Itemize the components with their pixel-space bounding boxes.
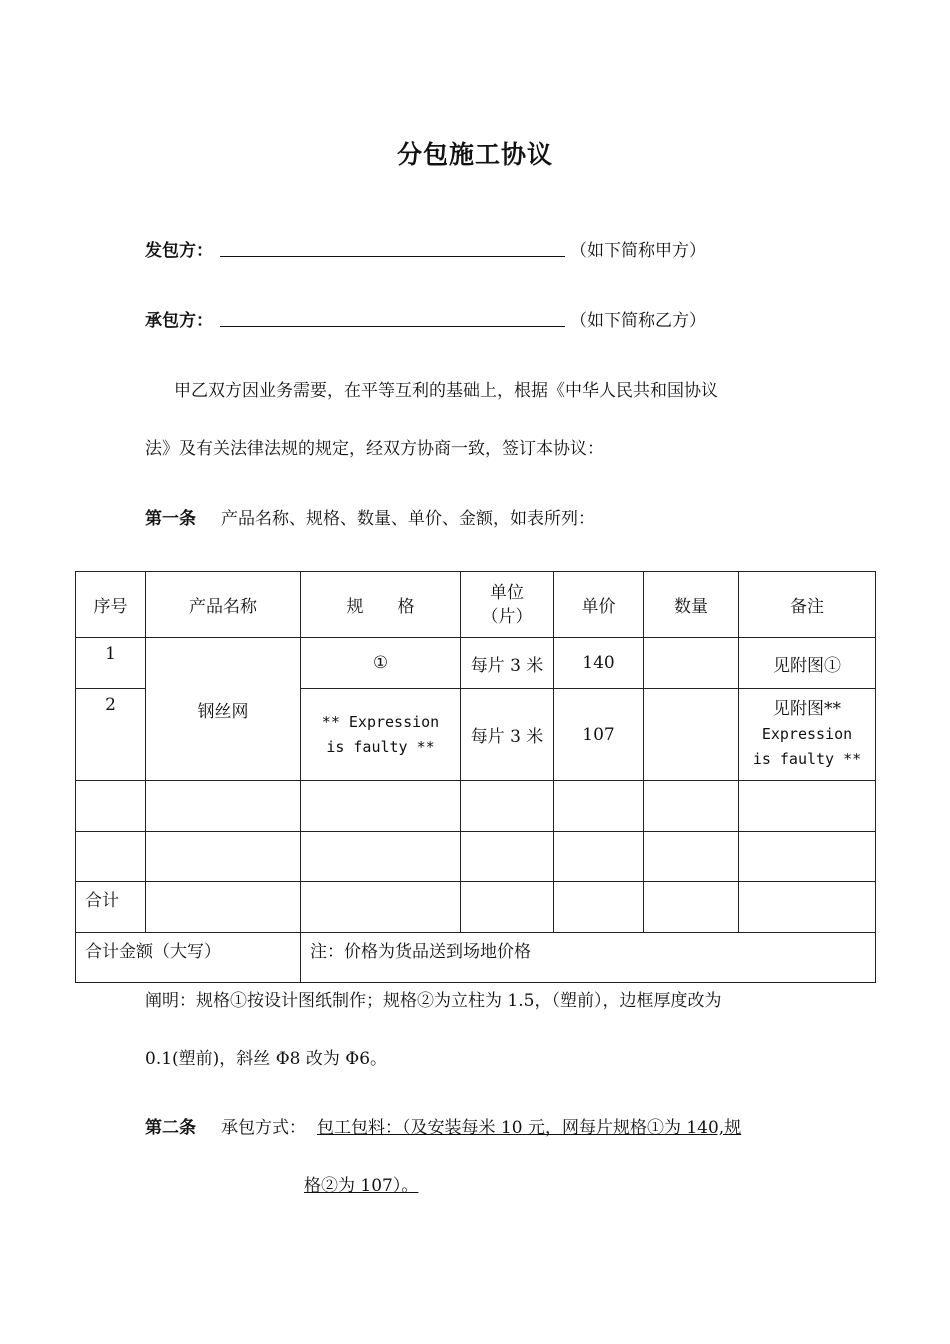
empty-cell[interactable]	[739, 832, 876, 882]
header-product: 产品名称	[146, 572, 301, 638]
party-b-note: （如下简称乙方）	[570, 311, 706, 331]
empty-cell[interactable]	[644, 832, 739, 882]
empty-cell[interactable]	[301, 832, 461, 882]
spec-table	[75, 571, 876, 983]
row-2-remark-line-3: is faulty **	[752, 750, 862, 768]
article-2-heading: 第二条	[145, 1118, 196, 1138]
row-2-spec	[301, 689, 461, 781]
party-a-note: （如下简称甲方）	[570, 241, 706, 261]
empty-cell[interactable]	[644, 882, 739, 933]
empty-cell[interactable]	[461, 882, 554, 933]
page-title: 分包施工协议	[396, 140, 553, 169]
empty-cell[interactable]	[554, 882, 644, 933]
header-unit-line-2: （片）	[481, 606, 533, 627]
empty-cell[interactable]	[76, 832, 146, 882]
empty-cell[interactable]	[146, 882, 301, 933]
header-no: 序号	[76, 572, 146, 638]
article-2-label: 承包方式：	[221, 1118, 306, 1138]
empty-cell[interactable]	[554, 832, 644, 882]
table-row	[76, 638, 876, 689]
table-row-empty	[76, 832, 876, 882]
empty-cell[interactable]	[461, 781, 554, 832]
empty-cell[interactable]	[146, 781, 301, 832]
intro-line-1: 甲乙双方因业务需要，在平等互利的基础上，根据《中华人民共和国协议	[174, 381, 718, 401]
row-1-no: 1	[76, 638, 146, 689]
party-a-label: 发包方：	[145, 241, 213, 261]
empty-cell[interactable]	[301, 882, 461, 933]
row-1-unit: 每片 3 米	[461, 638, 554, 689]
header-remark: 备注	[739, 572, 876, 638]
empty-cell[interactable]	[739, 781, 876, 832]
header-price: 单价	[554, 572, 644, 638]
row-2-unit: 每片 3 米	[461, 689, 554, 781]
party-a-blank[interactable]	[220, 256, 565, 257]
table-amount-row	[76, 933, 876, 983]
header-unit	[461, 572, 554, 638]
article-1-text: 产品名称、规格、数量、单价、金额，如表所列：	[221, 509, 595, 529]
row-2-spec-line-2: is faulty **	[326, 737, 435, 756]
party-b-label: 承包方：	[145, 311, 213, 331]
empty-cell[interactable]	[644, 781, 739, 832]
party-b-blank[interactable]	[220, 326, 565, 327]
row-2-remark-line-2: Expression	[761, 725, 853, 743]
header-unit-line-1: 单位	[490, 582, 524, 603]
empty-cell[interactable]	[554, 781, 644, 832]
total-label: 合计	[76, 882, 146, 933]
row-2-price: 107	[554, 689, 644, 781]
amount-label: 合计金额（大写）	[76, 933, 301, 983]
row-product: 钢丝网	[146, 638, 301, 781]
intro-line-2: 法》及有关法律法规的规定，经双方协商一致，签订本协议：	[145, 439, 604, 459]
row-2-remark-line-1: 见附图**	[773, 699, 841, 719]
row-1-qty	[644, 638, 739, 689]
table-header-row	[76, 572, 876, 638]
empty-cell[interactable]	[76, 781, 146, 832]
explain-line-2: 0.1(塑前)，斜丝 Φ8 改为 Φ6。	[145, 1049, 388, 1069]
row-2-no: 2	[76, 689, 146, 781]
table-total-row	[76, 882, 876, 933]
article-1-heading: 第一条	[145, 509, 196, 529]
table-row-empty	[76, 781, 876, 832]
row-2-qty	[644, 689, 739, 781]
row-2-spec-line-1: ** Expression	[321, 712, 440, 731]
article-2-line-2: 格②为 107）。	[304, 1176, 419, 1196]
empty-cell[interactable]	[301, 781, 461, 832]
header-qty: 数量	[644, 572, 739, 638]
explain-line-1: 阐明：规格①按设计图纸制作；规格②为立柱为 1.5，（塑前），边框厚度改为	[145, 991, 722, 1011]
amount-note: 注：价格为货品送到场地价格	[301, 933, 876, 983]
row-1-spec: ①	[301, 638, 461, 689]
row-2-remark	[739, 689, 876, 781]
header-spec: 规 格	[301, 572, 461, 638]
article-2-line-1: 包工包料：（及安装每米 10 元，网每片规格①为 140,规	[317, 1118, 742, 1138]
row-1-price: 140	[554, 638, 644, 689]
empty-cell[interactable]	[146, 832, 301, 882]
empty-cell[interactable]	[461, 832, 554, 882]
empty-cell[interactable]	[739, 882, 876, 933]
row-1-remark: 见附图①	[739, 638, 876, 689]
